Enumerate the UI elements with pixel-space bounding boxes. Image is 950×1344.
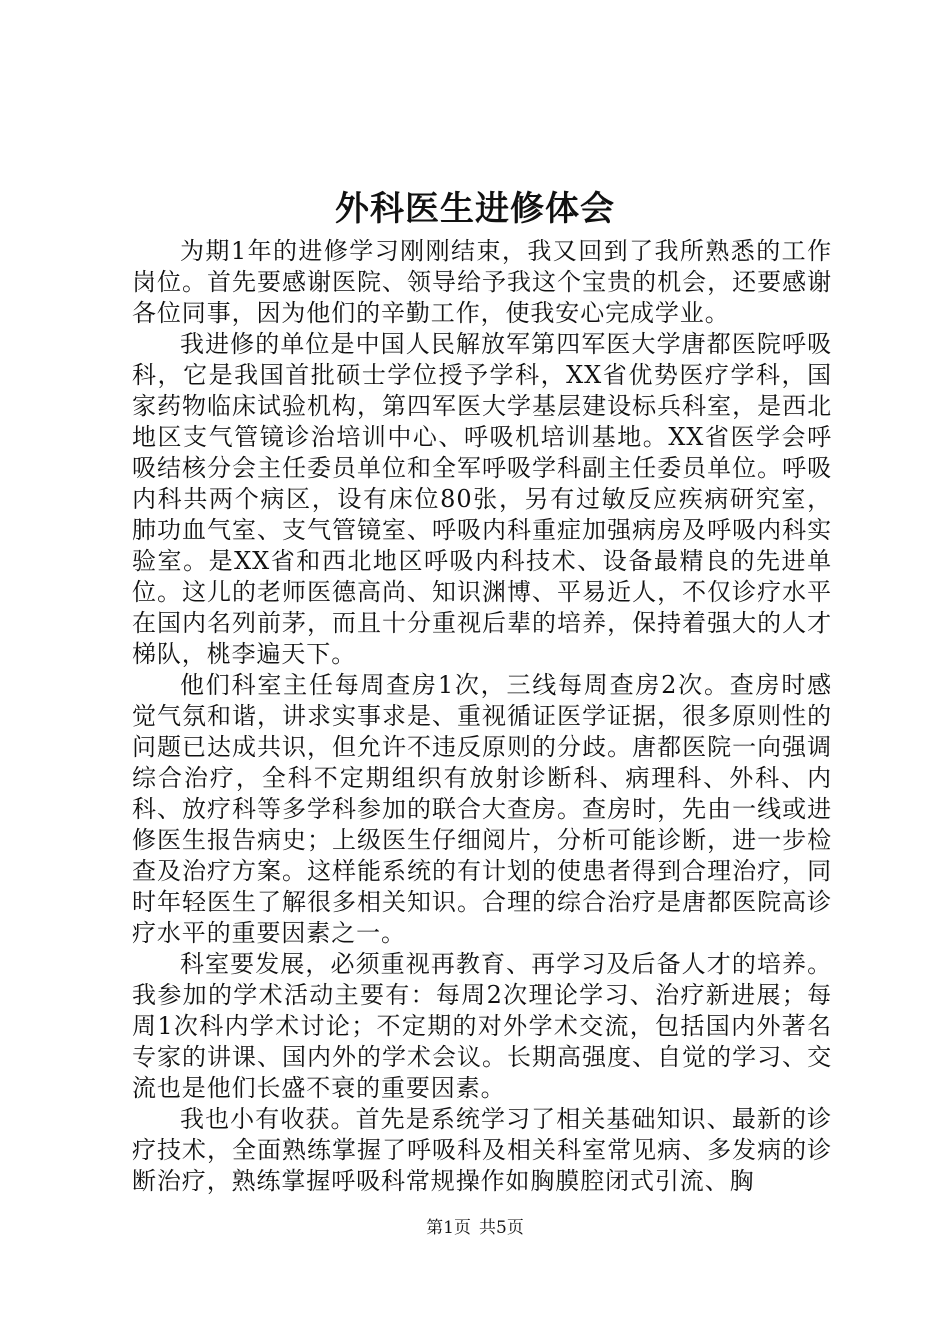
- page-title: 外科医生进修体会: [335, 189, 615, 229]
- page-total: 共5页: [479, 1218, 524, 1238]
- paragraph: 我也小有收获。首先是系统学习了相关基础知识、最新的诊疗技术，全面熟练掌握了呼吸科及相关科室常见病、多发病的诊断治疗，熟练掌握呼吸科常规操作如胸膜腔闭式引流、胸: [132, 1105, 832, 1195]
- paragraph: 科室要发展，必须重视再教育、再学习及后备人才的培养。我参加的学术活动主要有：每周2次理论学习、治疗新进展；每周1次科内学术讨论；不定期的对外学术交流，包括国内外著名专家的讲课、国内外的学术会议。长期高强度、自觉的学习、交流也是他们长盛不衰的重要因素。: [132, 950, 832, 1102]
- paragraph: 我进修的单位是中国人民解放军第四军医大学唐都医院呼吸科，它是我国首批硕士学位授予学科，XX省优势医疗学科，国家药物临床试验机构，第四军医大学基层建设标兵科室，是西北地区支气管镜诊治培训中心、呼吸机培训基地。XX省医学会呼吸结核分会主任委员单位和全军呼吸学科副主任委员单位。呼吸内科共两个病区，设有床位80张，另有过敏反应疾病研究室，肺功血气室、支气管镜室、呼吸内科重症加强病房及呼吸内科实验室。是XX省和西北地区呼吸内科技术、设备最精良的先进单位。这儿的老师医德高尚、知识渊博、平易近人，不仅诊疗水平在国内名列前茅，而且十分重视后辈的培养，保持着强大的人才梯队，桃李遍天下。: [132, 330, 832, 668]
- paragraph: 为期1年的进修学习刚刚结束，我又回到了我所熟悉的工作岗位。首先要感谢医院、领导给予我这个宝贵的机会，还要感谢各位同事，因为他们的辛勤工作，使我安心完成学业。: [132, 237, 832, 327]
- document-body: [132, 236, 832, 1197]
- page-footer: [0, 1216, 950, 1240]
- page-number: 第1页: [426, 1218, 471, 1238]
- paragraph: 他们科室主任每周查房1次，三线每周查房2次。查房时感觉气氛和谐，讲求实事求是、重视循证医学证据，很多原则性的问题已达成共识，但允许不违反原则的分歧。唐都医院一向强调综合治疗，全科不定期组织有放射诊断科、病理科、外科、内科、放疗科等多学科参加的联合大查房。查房时，先由一线或进修医生报告病史；上级医生仔细阅片，分析可能诊断，进一步检查及治疗方案。这样能系统的有计划的使患者得到合理治疗，同时年轻医生了解很多相关知识。合理的综合治疗是唐都医院高诊疗水平的重要因素之一。: [132, 671, 832, 947]
